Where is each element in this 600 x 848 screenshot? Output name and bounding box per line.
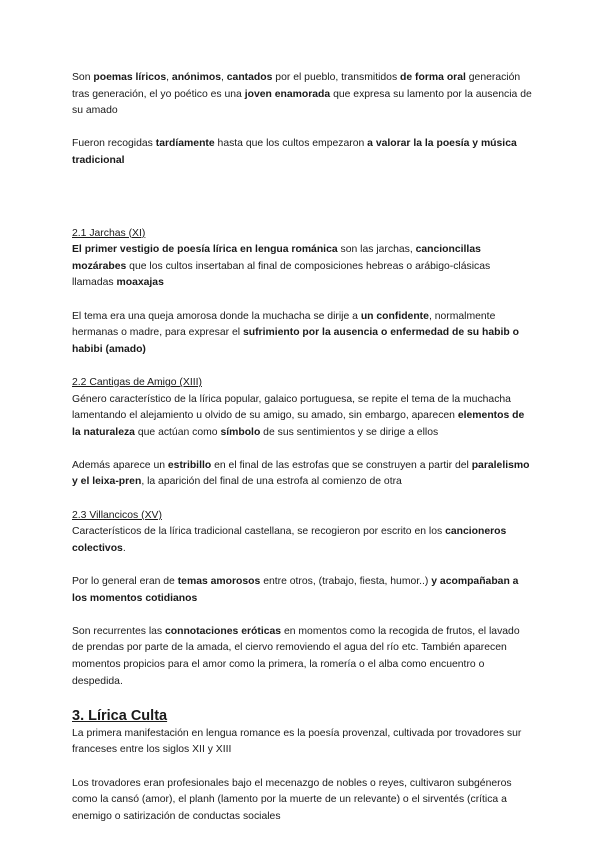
text-run: Además aparece un <box>72 459 168 471</box>
bold-term: cancioncillas mozárabes <box>72 244 481 272</box>
text-run: Género característico de la lírica popular, galaico portuguesa, se repite el tema de la muchacha lamentando el alejamiento u olvido de su amigo, su amado, sin embargo, aparecen <box>72 393 511 422</box>
bold-term: joven enamorada <box>244 88 331 100</box>
text-run: Por lo general eran de <box>72 576 178 588</box>
paragraph-cantigas-2 <box>72 458 532 491</box>
bold-term: un confidente <box>360 310 429 322</box>
text-run: que los cultos insertaban al final de composiciones hebreas o arábigo-clásicas llamadas <box>72 260 491 289</box>
paragraph-culta-1 <box>72 726 532 759</box>
bold-term: paralelismo y el leixa-pren <box>72 459 530 488</box>
paragraph-intro-1 <box>72 70 532 120</box>
text-run: El tema era una queja amorosa donde la muchacha se dirije a <box>72 310 361 322</box>
section-title-villancicos: 2.3 Villancicos (XV) <box>72 509 162 521</box>
text-run: , <box>166 72 172 83</box>
text-run: son las jarchas, <box>337 244 416 256</box>
text-run: Los trovadores eran profesionales bajo el mecenazgo de nobles o reyes, cultivaron subgéneros como la cansó (amor), el planh (lamento por la muerte de un relevante) o el sirventés (crítica a enemigo o satirización de conductas sociales <box>72 777 512 822</box>
text-run: La primera manifestación en lengua romance es la poesía provenzal, cultivada por trovadores sur franceses entre los siglos XII y XIII <box>72 727 522 756</box>
bold-term: anónimos <box>171 72 221 83</box>
text-run: Fueron recogidas <box>72 138 156 150</box>
paragraph-villancicos-2 <box>72 574 532 607</box>
section-title-lirica-culta: 3. Lírica Culta <box>72 707 168 724</box>
bold-term: elementos de la naturaleza <box>72 410 525 438</box>
text-run: , normalmente hermanas o madre, para expresar el <box>72 310 496 339</box>
bold-term: tardíamente <box>155 138 215 150</box>
paragraph-jarchas-1 <box>72 242 532 292</box>
paragraph-villancicos-3 <box>72 624 532 690</box>
text-run: entre otros, (trabajo, fiesta, humor..) <box>260 576 432 588</box>
text-run: . <box>122 542 126 554</box>
bold-term: connotaciones eróticas <box>164 625 282 637</box>
bold-term: de forma oral <box>400 72 466 83</box>
text-run: por el pueblo, transmitidos <box>272 72 401 83</box>
text-run: , <box>221 72 227 83</box>
document-body <box>72 70 532 825</box>
bold-term: y acompañaban a los momentos cotidianos <box>72 576 519 604</box>
text-run: que actúan como <box>134 426 221 438</box>
text-run: generación tras generación, el yo poético es una <box>72 72 521 100</box>
bold-term: moaxajas <box>116 277 164 289</box>
text-run: en el final de las estrofas que se construyen a partir del <box>211 459 472 471</box>
paragraph-culta-2 <box>72 776 532 826</box>
text-run: de sus sentimientos y se dirige a ellos <box>260 426 439 438</box>
section-title-jarchas: 2.1 Jarchas (XI) <box>72 227 146 239</box>
bold-term: cantados <box>226 72 273 83</box>
text-run: Son <box>72 72 94 83</box>
text-run: Característicos de la lírica tradicional castellana, se recogieron por escrito en los <box>72 526 446 538</box>
paragraph-intro-2 <box>72 136 532 169</box>
bold-term: estribillo <box>167 459 212 471</box>
bold-term: poemas líricos <box>93 72 167 83</box>
text-run: , la aparición del final de una estrofa al comienzo de otra <box>141 476 402 488</box>
bold-term: símbolo <box>220 426 261 438</box>
bold-term: sufrimiento por la ausencia o enfermedad de su habib o habibi (amado) <box>72 327 519 355</box>
text-run: que expresa su lamento por la ausencia de su amado <box>72 88 532 117</box>
bold-term: a valorar la la poesía y música tradicional <box>72 138 517 166</box>
paragraph-cantigas-1 <box>72 392 532 442</box>
text-run: hasta que los cultos empezaron <box>214 138 368 150</box>
bold-term: cancioneros colectivos <box>72 526 507 554</box>
text-run: en momentos como la recogida de frutos, el lavado de prendas por parte de la amada, el ciervo removiendo el agua del río etc. También aparecen momentos propicios para el amor como la primera, la romería o el alba como encuentro o despedida. <box>72 625 520 687</box>
section-title-cantigas: 2.2 Cantigas de Amigo (XIII) <box>72 376 202 388</box>
text-run: Son recurrentes las <box>72 625 165 637</box>
bold-term: El primer vestigio de poesía lírica en lengua románica <box>72 244 338 256</box>
paragraph-jarchas-2 <box>72 309 532 359</box>
bold-term: temas amorosos <box>177 576 261 588</box>
paragraph-villancicos-1 <box>72 524 532 557</box>
